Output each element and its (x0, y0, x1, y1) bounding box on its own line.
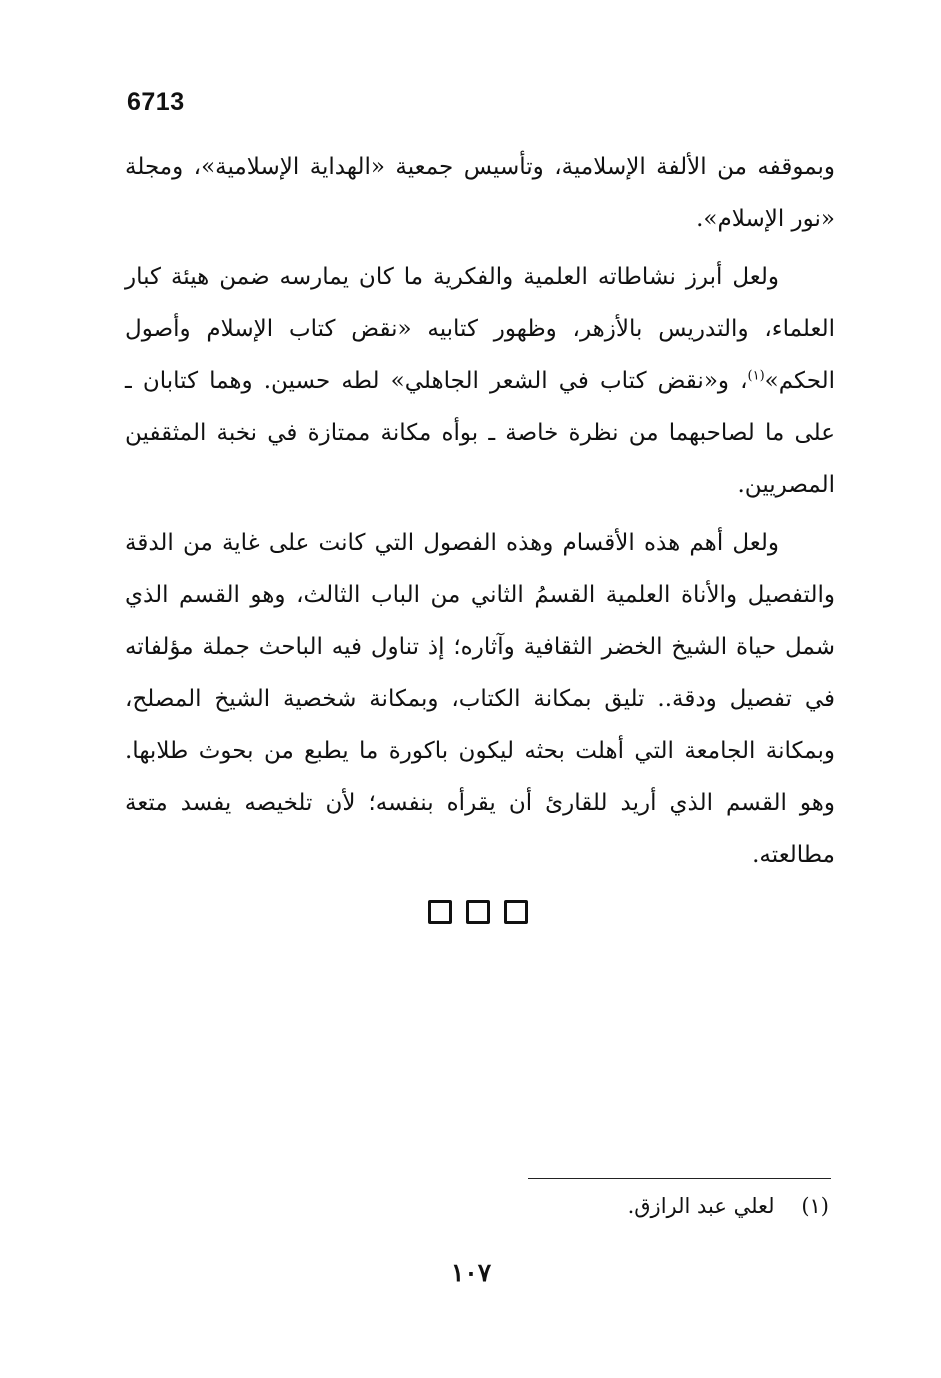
square-ornament-icon (504, 900, 528, 924)
paragraph-2-part-a: ولعل أبرز نشاطاته العلمية والفكرية ما كان يمارسه ضمن هيئة كبار العلماء، والتدريس بالأزهر، وظهور كتابيه «نقض كتاب الإسلام وأصول الحكم» (125, 264, 835, 394)
page-number: ١٠٧ (450, 1258, 492, 1287)
paragraph-2 (125, 251, 835, 511)
square-ornament-icon (466, 900, 490, 924)
footnote-text: لعلي عبد الرازق. (627, 1194, 775, 1218)
section-ornament (428, 900, 528, 924)
footnote-reference[interactable]: (١) (747, 368, 765, 384)
footnote-divider (528, 1178, 831, 1179)
footnote-marker: (١) (801, 1194, 829, 1218)
body-text (125, 141, 835, 887)
paragraph-3: ولعل أهم هذه الأقسام وهذه الفصول التي كانت على غاية من الدقة والتفصيل والأناة العلمية القسمُ الثاني من الباب الثالث، وهو القسم الذي شمل حياة الشيخ الخضر الثقافية وآثاره؛ إذ تناول فيه الباحث جملة مؤلفاته في تفصيل ودقة.. تليق بمكانة الكتاب، وبمكانة شخصية الشيخ المصلح، وبمكانة الجامعة التي أهلت بحثه ليكون باكورة ما يطبع من بحوث طلابها. وهو القسم الذي أريد للقارئ أن يقرأه بنفسه؛ لأن تلخيصه يفسد متعة مطالعته. (125, 530, 835, 868)
paragraph-2-part-b: ، و«نقض كتاب في الشعر الجاهلي» لطه حسين. وهما كتابان ـ على ما لصاحبهما من نظرة خاصة ـ بوأه مكانة ممتازة في نخبة المثقفين المصريين. (125, 368, 835, 498)
square-ornament-icon (428, 900, 452, 924)
page-id: 6713 (127, 88, 185, 116)
paragraph-1: وبموقفه من الألفة الإسلامية، وتأسيس جمعية «الهداية الإسلامية»، ومجلة «نور الإسلام». (125, 154, 835, 232)
footnote (628, 1194, 829, 1218)
